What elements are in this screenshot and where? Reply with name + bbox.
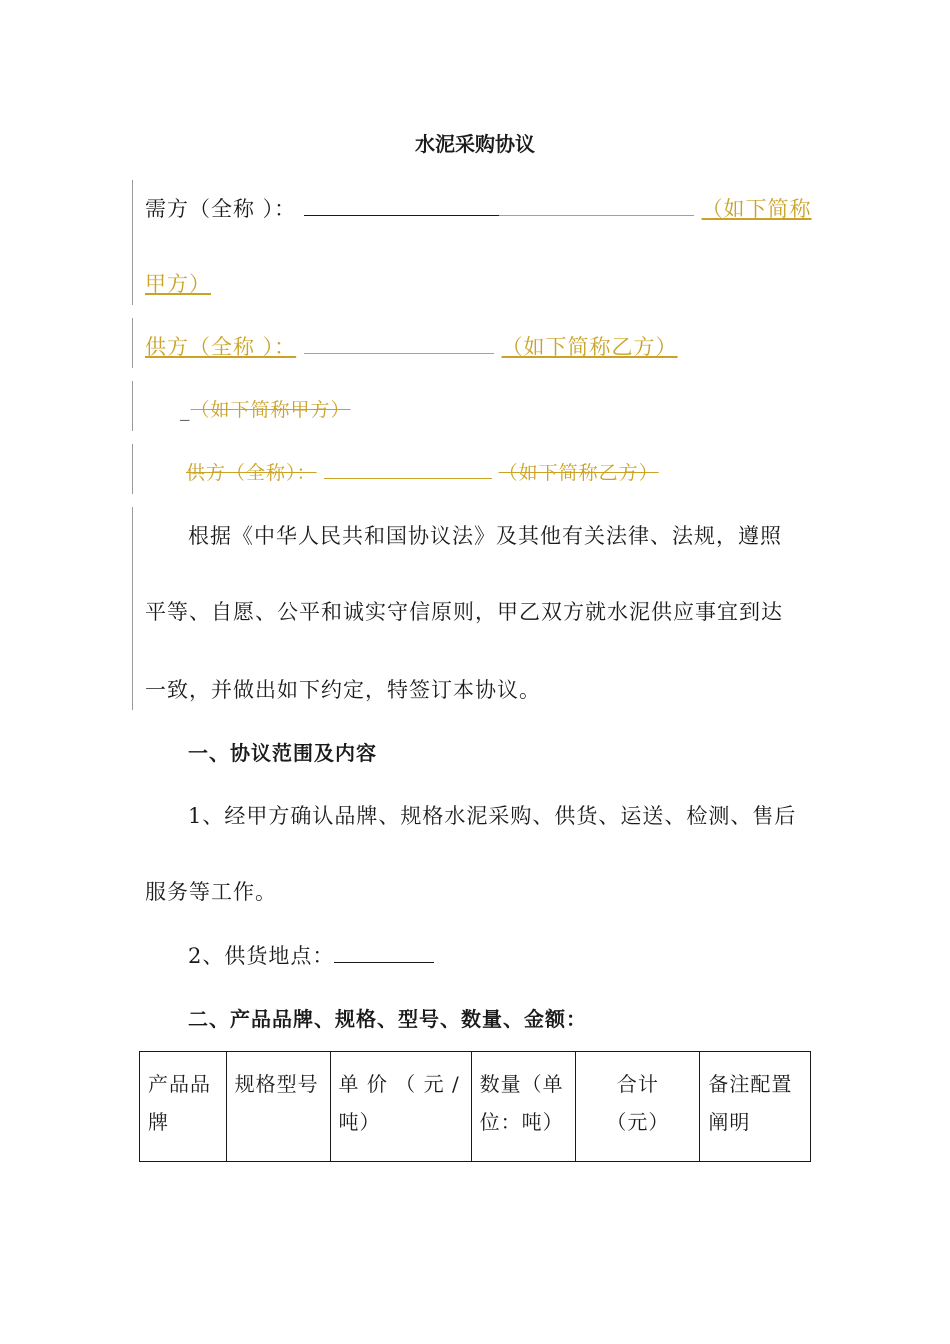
section2-heading: 二、产品品牌、规格、型号、数量、金额： <box>188 1007 587 1031</box>
supply-location-label: 2、供货地点： <box>188 944 335 968</box>
deleted-supplier-suffix: （如下简称乙方） <box>498 462 659 484</box>
deleted-line-2 <box>186 458 659 485</box>
deleted-line-1: _（如下简称甲方） <box>180 399 351 421</box>
revision-bar <box>132 180 133 305</box>
header-quantity: 数量（单位：吨） <box>471 1052 576 1162</box>
buyer-line <box>145 193 812 223</box>
preamble-line3: 一致，并做出如下约定，特签订本协议。 <box>145 678 541 702</box>
preamble-line2: 平等、自愿、公平和诚实守信原则，甲乙双方就水泥供应事宜到达 <box>145 600 783 624</box>
deleted-supplier-label: 供方（全称）： <box>186 462 317 484</box>
buyer-alias-suffix: （如下简称 <box>701 197 812 221</box>
supplier-label: 供方（全称 ）： <box>145 335 297 359</box>
supplier-alias-suffix: （如下简称乙方） <box>501 335 678 359</box>
table-header-row <box>140 1052 811 1162</box>
header-unit-price: 单 价 （ 元 / 吨） <box>330 1052 471 1162</box>
deleted-supplier-blank <box>324 459 492 479</box>
buyer-name-blank[interactable] <box>304 194 499 216</box>
section1-item1-line2: 服务等工作。 <box>145 880 277 904</box>
revision-bar <box>132 381 133 431</box>
product-table <box>139 1051 811 1162</box>
supplier-name-blank[interactable] <box>304 332 494 354</box>
header-total: 合计（元） <box>576 1052 700 1162</box>
revision-bar <box>132 444 133 494</box>
header-brand: 产品品牌 <box>140 1052 227 1162</box>
buyer-alias-line2: 甲方） <box>145 272 211 296</box>
buyer-name-blank-inserted[interactable] <box>499 194 694 216</box>
document-title: 水泥采购协议 <box>415 132 535 156</box>
supply-location-blank[interactable] <box>334 941 434 963</box>
section1-heading: 一、协议范围及内容 <box>188 741 377 765</box>
deleted-alias-buyer: （如下简称甲方） <box>190 399 351 421</box>
header-remarks: 备注配置阐明 <box>700 1052 811 1162</box>
buyer-label: 需方（全称 ）： <box>145 197 297 221</box>
supplier-line <box>145 331 678 361</box>
revision-bar <box>132 507 133 710</box>
preamble-line1: 根据《中华人民共和国协议法》及其他有关法律、法规，遵照 <box>188 524 782 548</box>
revision-bar <box>132 318 133 368</box>
supply-location-line <box>188 940 434 970</box>
section1-item1-line1: 1、经甲方确认品牌、规格水泥采购、供货、运送、检测、售后 <box>188 804 797 828</box>
header-spec: 规格型号 <box>226 1052 330 1162</box>
